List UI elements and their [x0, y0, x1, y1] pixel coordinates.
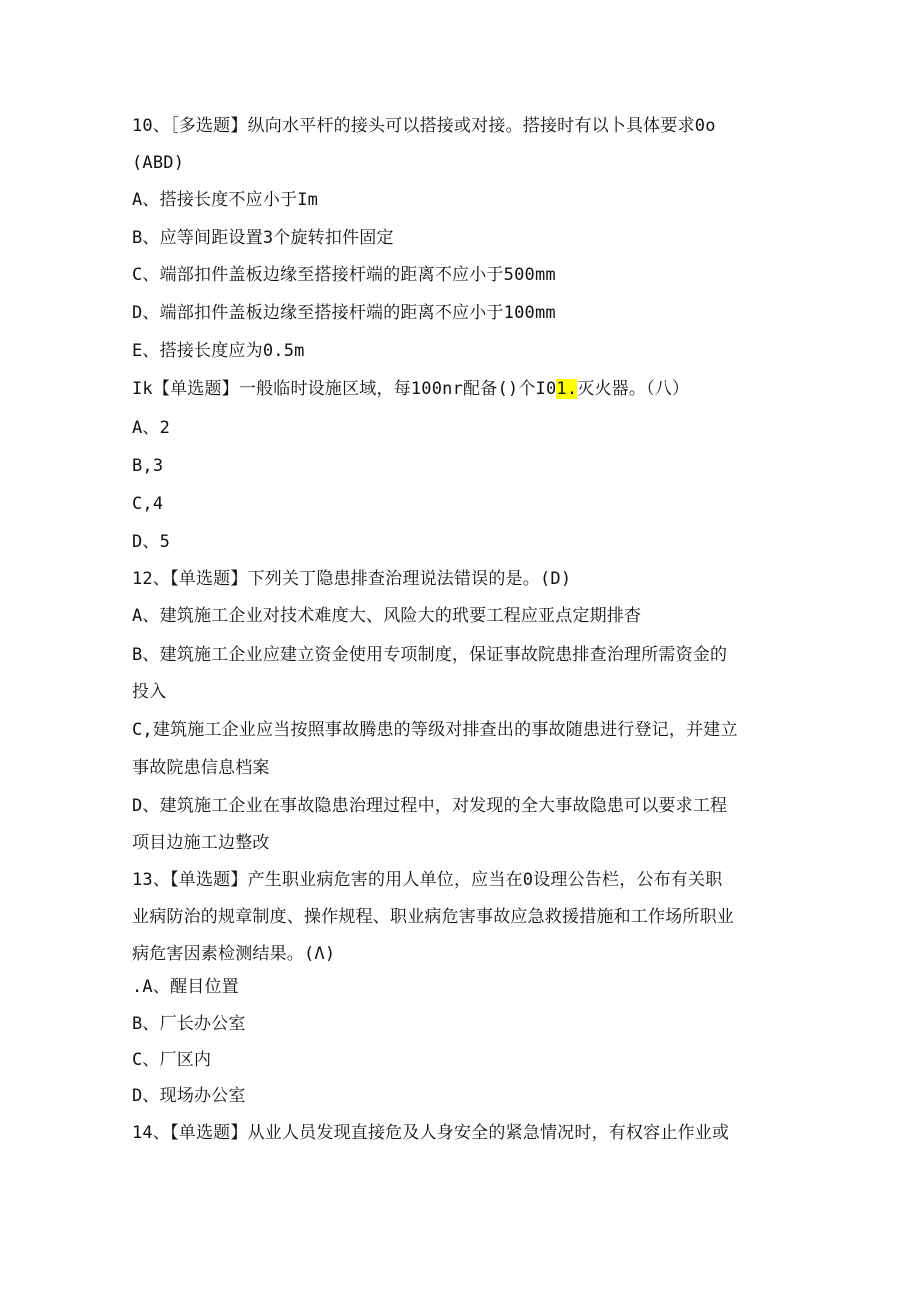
q11-option-d: D、5	[132, 532, 171, 552]
q12-text: 12、【单选题】下列关丁隐患排查治理说法错误的是。(D)	[132, 569, 572, 589]
q11-highlighted-text: 1.	[556, 379, 578, 399]
q13-option-a: .A、醒目位置	[132, 977, 239, 997]
q12-option-c: C,建筑施工企业应当按照事故腾患的等级对排查出的事故随患进行登记，并建立	[132, 720, 738, 740]
q11-text-after: 灭火器。（八）	[577, 379, 690, 399]
q11-text-before: Ik【单选题】一般临时设施区域，每100nr配备()个I0	[132, 379, 557, 399]
q10-option-d: D、端部扣件盖板边缘至搭接杆端的距离不应小于100mm	[132, 303, 556, 323]
q11-text	[132, 378, 802, 400]
q13-option-c: C、厂区内	[132, 1050, 212, 1070]
q12-option-c-cont: 事故院患信息档案	[132, 758, 270, 778]
q12-option-d-cont: 项目边施工边整改	[132, 833, 270, 853]
q10-option-b: B、应等间距设置3个旋转扣件固定	[132, 228, 394, 248]
q13-text-cont-2: 病危害因素检测结果。(Λ)	[132, 944, 336, 964]
q12-option-b-cont: 投入	[132, 682, 167, 702]
q13-text-cont-1: 业病防治的规章制度、操作规程、职业病危害事故应急救援措施和工作场所职业	[132, 907, 734, 927]
q13-text: 13、【单选题】产生职业病危害的用人单位，应当在0设理公告栏，公布有关职	[132, 870, 723, 890]
q11-option-c: C,4	[132, 494, 164, 514]
q10-option-e: E、搭接长度应为0.5m	[132, 341, 305, 361]
q12-option-a: A、建筑施工企业对技术难度大、风险大的玳要工程应亚点定期排杳	[132, 606, 642, 626]
q11-option-b: B,3	[132, 456, 164, 476]
q12-option-d: D、建筑施工企业在事故隐患治理过程中，对发现的全大事故隐患可以要求工程	[132, 796, 728, 816]
q12-option-b: B、建筑施工企业应建立资金使用专项制度，保证事故院患排查治理所需资金的	[132, 645, 728, 665]
q13-option-b: B、厂长办公室	[132, 1014, 246, 1034]
q14-text: 14、【单选题】从业人员发现直接危及人身安全的紧急情况时，有权容止作业或	[132, 1123, 730, 1143]
q10-option-c: C、端部扣件盖板边缘至搭接杆端的距离不应小于500mm	[132, 265, 556, 285]
q10-answer: (ABD)	[132, 153, 185, 173]
q10-text: 10、［多选题】纵向水平杆的接头可以搭接或对接。搭接时有以卜具体要求0o	[132, 116, 716, 136]
q13-option-d: D、现场办公室	[132, 1086, 246, 1106]
q10-option-a: A、搭接长度不应小于Im	[132, 190, 319, 210]
q11-option-a: A、2	[132, 418, 171, 438]
